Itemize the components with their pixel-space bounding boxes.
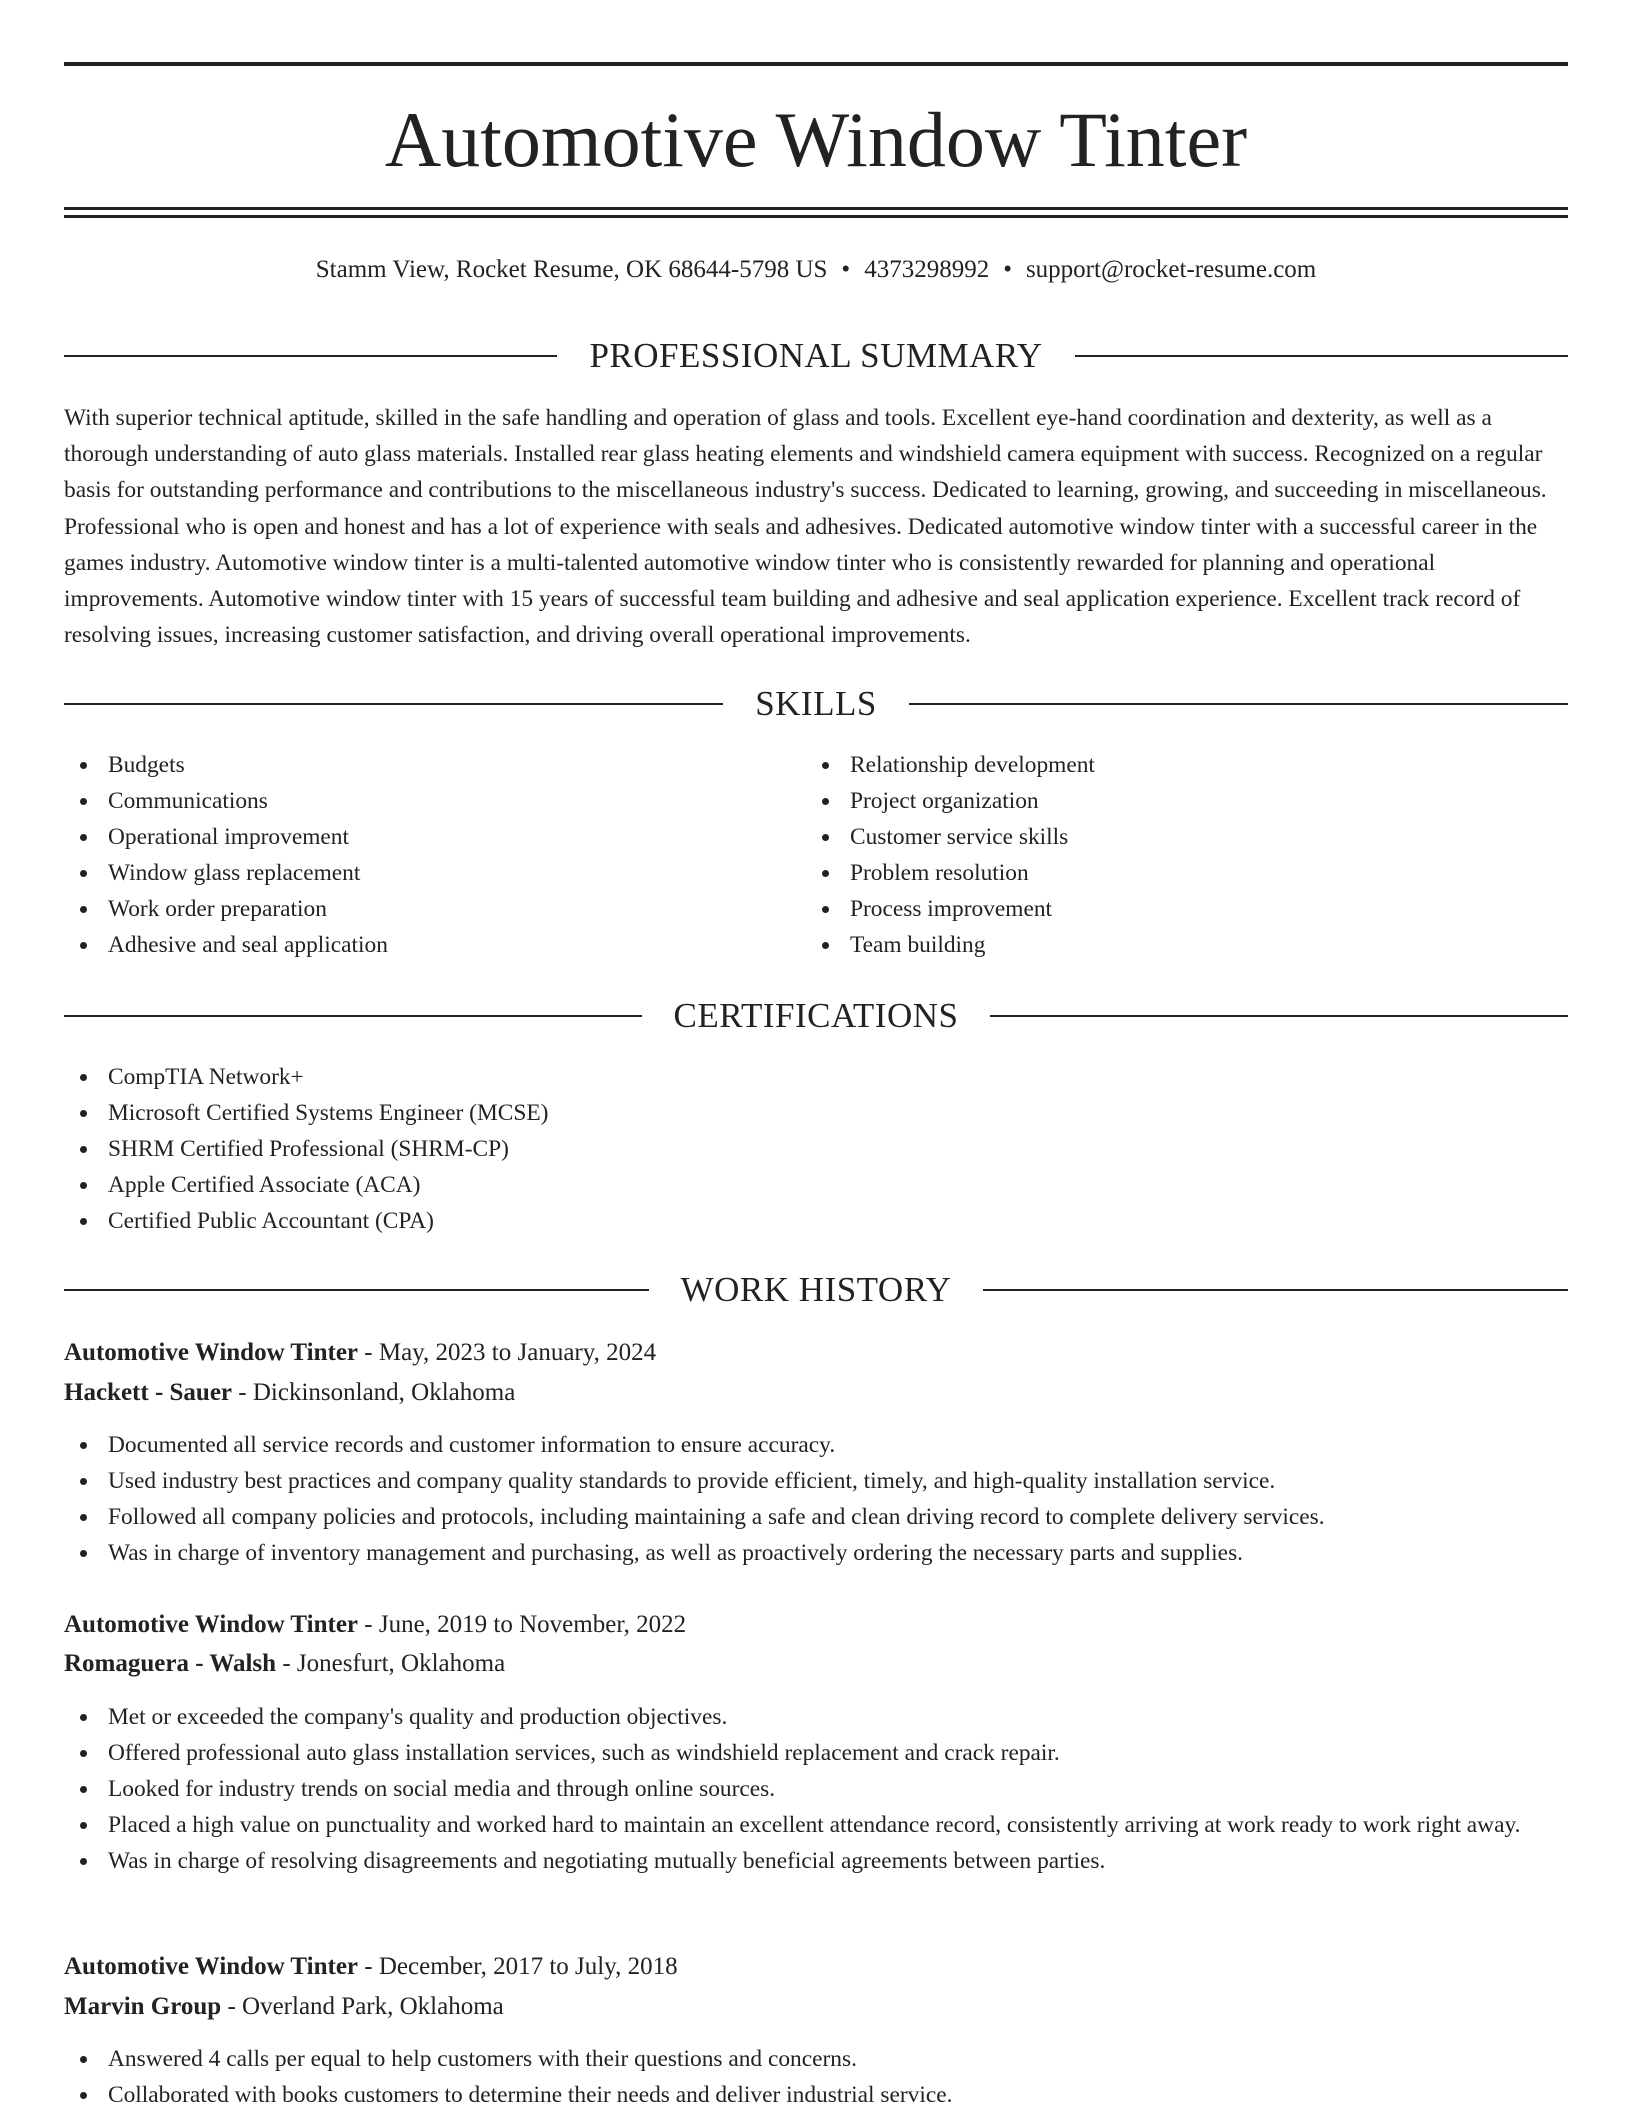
job-location: - Jonesfurt, Oklahoma [276, 1650, 506, 1677]
certification-item: Apple Certified Associate (ACA) [64, 1167, 1568, 1203]
section-rule [1075, 355, 1568, 357]
job-location: - Overland Park, Oklahoma [221, 1993, 504, 2020]
contact-separator: • [841, 256, 851, 283]
job-title-line [64, 1334, 1568, 1372]
skill-item: Team building [806, 927, 1566, 963]
section-title: CERTIFICATIONS [673, 996, 959, 1035]
skill-item: Budgets [64, 747, 804, 783]
job-company-line [64, 1645, 1568, 1683]
skill-item: Communications [64, 783, 804, 819]
skill-item: Work order preparation [64, 891, 804, 927]
job-company: Marvin Group [64, 1993, 222, 2020]
job-duties-list [64, 2041, 1568, 2113]
certification-item: CompTIA Network+ [64, 1059, 1568, 1095]
job-duties-list [64, 1699, 1568, 1879]
job-title-line [64, 1948, 1568, 1986]
job-duty-item: Was in charge of resolving disagreements and negotiating mutually beneficial agreements between parties. [64, 1843, 1568, 1879]
top-rule [64, 62, 1568, 66]
certifications-list [64, 1059, 1568, 1239]
section-header-summary [64, 334, 1568, 378]
candidate-name: Automotive Window Tinter [384, 96, 1248, 183]
section-rule [909, 703, 1568, 705]
contact-line [64, 252, 1568, 288]
job-duty-item: Placed a high value on punctuality and worked hard to maintain an excellent attendance record, consistently arriving at work ready to work right away. [64, 1807, 1568, 1843]
section-rule [64, 1289, 649, 1291]
job-role: Automotive Window Tinter [64, 1339, 359, 1366]
skills-list-right [806, 747, 1566, 963]
skill-item: Customer service skills [806, 819, 1566, 855]
skill-item: Window glass replacement [64, 855, 804, 891]
section-rule [64, 703, 723, 705]
job-duty-item: Offered professional auto glass installation services, such as windshield replacement and crack repair. [64, 1735, 1568, 1771]
job-title-line [64, 1606, 1568, 1644]
job-company-line [64, 1374, 1568, 1412]
summary-text: With superior technical aptitude, skilled in the safe handling and operation of glass and tools. Excellent eye-hand coordination and dexterity, as well as a thorough understanding of auto glass materials. Installed rear glass heating elements and windshield camera equipment with success. Recognized on a regular basis for outstanding performance and contributions to the miscellaneous industry's success. Dedicated to learning, growing, and succeeding in miscellaneous. Professional who is open and honest and has a lot of experience with seals and adhesives. Dedicated automotive window tinter with a successful career in the games industry. Automotive window tinter is a multi-talented automotive window tinter who is consistently rewarded for planning and operational improvements. Automotive window tinter with 15 years of successful team building and adhesive and seal application experience. Excellent track record of resolving issues, increasing customer satisfaction, and driving overall operational improvements. [64, 405, 1547, 649]
contact-address: Stamm View, Rocket Resume, OK 68644-5798 US [315, 256, 828, 283]
job-company-line [64, 1988, 1568, 2026]
contact-phone: 4373298992 [864, 256, 990, 283]
job-dates: - May, 2023 to January, 2024 [358, 1339, 657, 1366]
job-dates: - June, 2019 to November, 2022 [358, 1611, 687, 1638]
skill-item: Operational improvement [64, 819, 804, 855]
job-company: Romaguera - Walsh [64, 1650, 277, 1677]
section-title: WORK HISTORY [680, 1270, 952, 1309]
contact-separator: • [1003, 256, 1012, 283]
job-duty-item: Used industry best practices and company quality standards to provide efficient, timely, and high-quality installation service. [64, 1463, 1568, 1499]
section-header-skills [64, 682, 1568, 726]
section-rule [64, 1015, 642, 1017]
section-title: PROFESSIONAL SUMMARY [589, 336, 1043, 375]
job-company: Hackett - Sauer [64, 1379, 233, 1406]
job-location: - Dickinsonland, Oklahoma [232, 1379, 516, 1406]
section-rule [983, 1289, 1568, 1291]
certification-item: Certified Public Accountant (CPA) [64, 1203, 1568, 1239]
skill-item: Relationship development [806, 747, 1566, 783]
job-role: Automotive Window Tinter [64, 1611, 359, 1638]
job-duty-item: Met or exceeded the company's quality and production objectives. [64, 1699, 1568, 1735]
job-duty-item: Answered 4 calls per equal to help customers with their questions and concerns. [64, 2041, 1568, 2077]
job-duty-item: Looked for industry trends on social media and through online sources. [64, 1771, 1568, 1807]
section-rule [990, 1015, 1568, 1017]
job-duty-item: Followed all company policies and protocols, including maintaining a safe and clean driving record to complete delivery services. [64, 1499, 1568, 1535]
job-role: Automotive Window Tinter [64, 1953, 359, 1980]
section-title: SKILLS [755, 684, 877, 723]
header-double-rule [64, 207, 1568, 218]
job-duties-list [64, 1427, 1568, 1571]
skill-item: Process improvement [806, 891, 1566, 927]
section-header-certifications [64, 994, 1568, 1038]
skill-item: Adhesive and seal application [64, 927, 804, 963]
contact-email: support@rocket-resume.com [1025, 256, 1317, 283]
skill-item: Project organization [806, 783, 1566, 819]
section-header-work-history [64, 1268, 1568, 1312]
job-dates: - December, 2017 to July, 2018 [358, 1953, 678, 1980]
certification-item: Microsoft Certified Systems Engineer (MCSE) [64, 1095, 1568, 1131]
job-duty-item: Was in charge of inventory management and purchasing, as well as proactively ordering the necessary parts and supplies. [64, 1535, 1568, 1571]
skill-item: Problem resolution [806, 855, 1566, 891]
certification-item: SHRM Certified Professional (SHRM-CP) [64, 1131, 1568, 1167]
skills-list-left [64, 747, 804, 963]
section-rule [64, 355, 557, 357]
job-duty-item: Collaborated with books customers to determine their needs and deliver industrial service. [64, 2077, 1568, 2113]
job-duty-item: Documented all service records and customer information to ensure accuracy. [64, 1427, 1568, 1463]
